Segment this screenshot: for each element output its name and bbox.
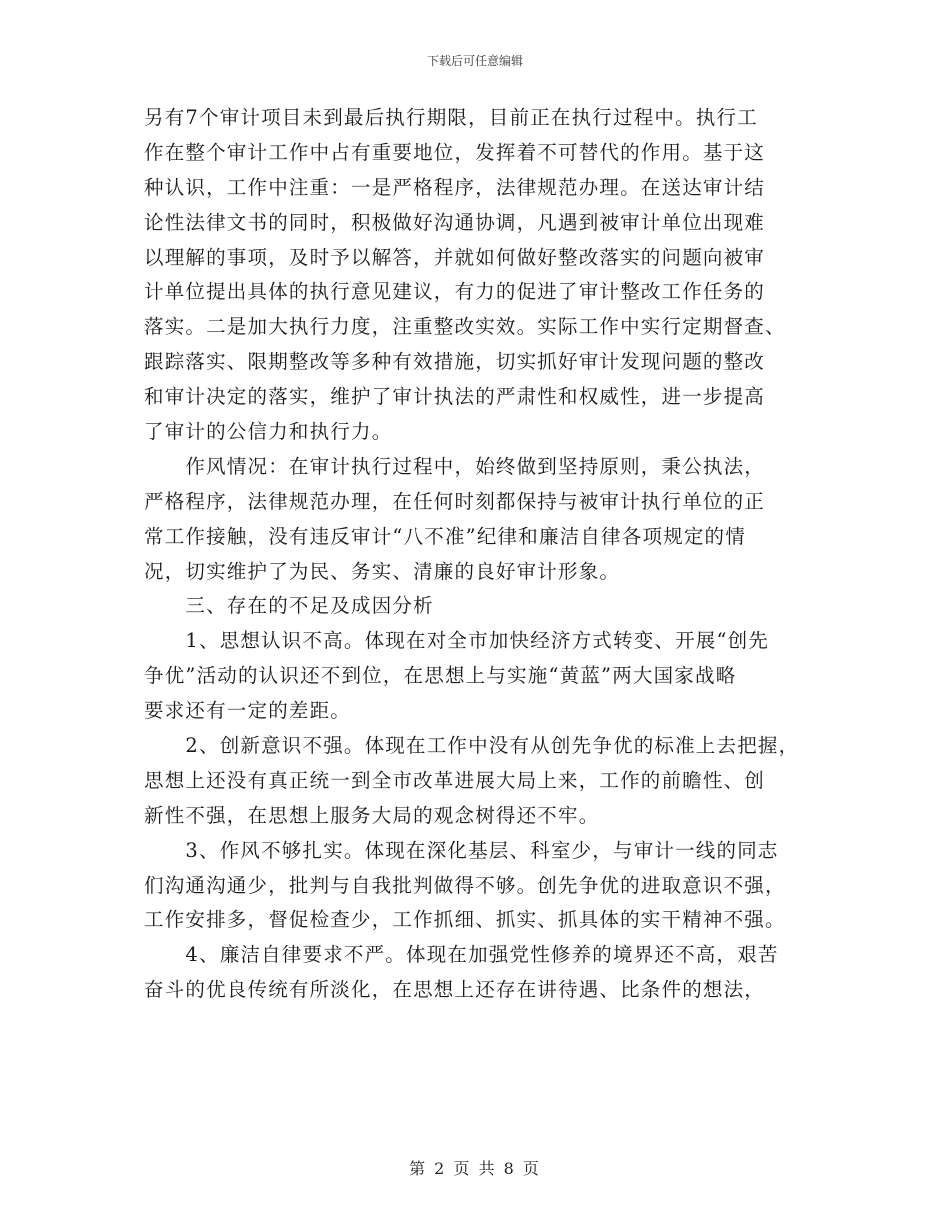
text-line: 跟踪落实、限期整改等多种有效措施，切实抓好审计发现问题的整改: [144, 350, 766, 374]
page-header: 下载后可任意编辑: [426, 54, 523, 68]
text-line: 2、创新意识不强。体现在工作中没有从创先争优的标准上去把握，: [144, 734, 800, 758]
text-line: 争优”活动的认识还不到位，在思想上与实施“黄蓝”两大国家战略: [144, 664, 737, 688]
text-line: 严格程序，法律规范办理，在任何时刻都保持与被审计执行单位的正: [144, 489, 766, 513]
section-heading: 三、存在的不足及成因分析: [144, 594, 434, 618]
text-line: 要求还有一定的差距。: [144, 699, 352, 723]
text-line: 奋斗的优良传统有所淡化，在思想上还存在讲待遇、比条件的想法，: [144, 978, 766, 1002]
text-line: 作在整个审计工作中占有重要地位，发挥着不可替代的作用。基于这: [144, 140, 766, 164]
page-number: 第 2 页 共 8 页: [409, 1159, 541, 1178]
document-body: [144, 101, 804, 1008]
text-line: 以理解的事项，及时予以解答，并就如何做好整改落实的问题向被审: [144, 245, 766, 269]
text-line: 落实。二是加大执行力度，注重整改实效。实际工作中实行定期督查、: [144, 315, 786, 339]
text-line: 常工作接触，没有违反审计“八不准”纪律和廉洁自律各项规定的情: [144, 524, 746, 548]
text-line: 思想上还没有真正统一到全市改革进展大局上来，工作的前瞻性、创: [144, 768, 766, 792]
text-line: 们沟通沟通少，批判与自我批判做得不够。创先争优的进取意识不强，: [144, 873, 786, 897]
text-line: 了审计的公信力和执行力。: [144, 420, 393, 444]
text-line: 另有7个审计项目未到最后执行期限，目前正在执行过程中。执行工: [144, 106, 758, 129]
text-line: 种认识，工作中注重：一是严格程序，法律规范办理。在送达审计结: [144, 175, 766, 199]
text-line: 作风情况：在审计执行过程中，始终做到坚持原则，秉公执法，: [144, 454, 766, 478]
text-line: 新性不强，在思想上服务大局的观念树得还不牢。: [144, 803, 600, 827]
text-line: 工作安排多，督促检查少，工作抓细、抓实、抓具体的实干精神不强。: [144, 908, 786, 932]
text-line: 况，切实维护了为民、务实、清廉的良好审计形象。: [144, 559, 621, 583]
text-line: 计单位提出具体的执行意见建议，有力的促进了审计整改工作任务的: [144, 280, 766, 304]
text-line: 和审计决定的落实，维护了审计执法的严肃性和权威性，进一步提高: [144, 385, 766, 409]
text-line: 4、廉洁自律要求不严。体现在加强党性修养的境界还不高，艰苦: [144, 943, 779, 967]
text-line: 1、思想认识不高。体现在对全市加快经济方式转变、开展“创先: [144, 629, 770, 653]
text-line: 论性法律文书的同时，积极做好沟通协调，凡遇到被审计单位出现难: [144, 210, 766, 234]
text-line: 3、作风不够扎实。体现在深化基层、科室少，与审计一线的同志: [144, 838, 779, 862]
